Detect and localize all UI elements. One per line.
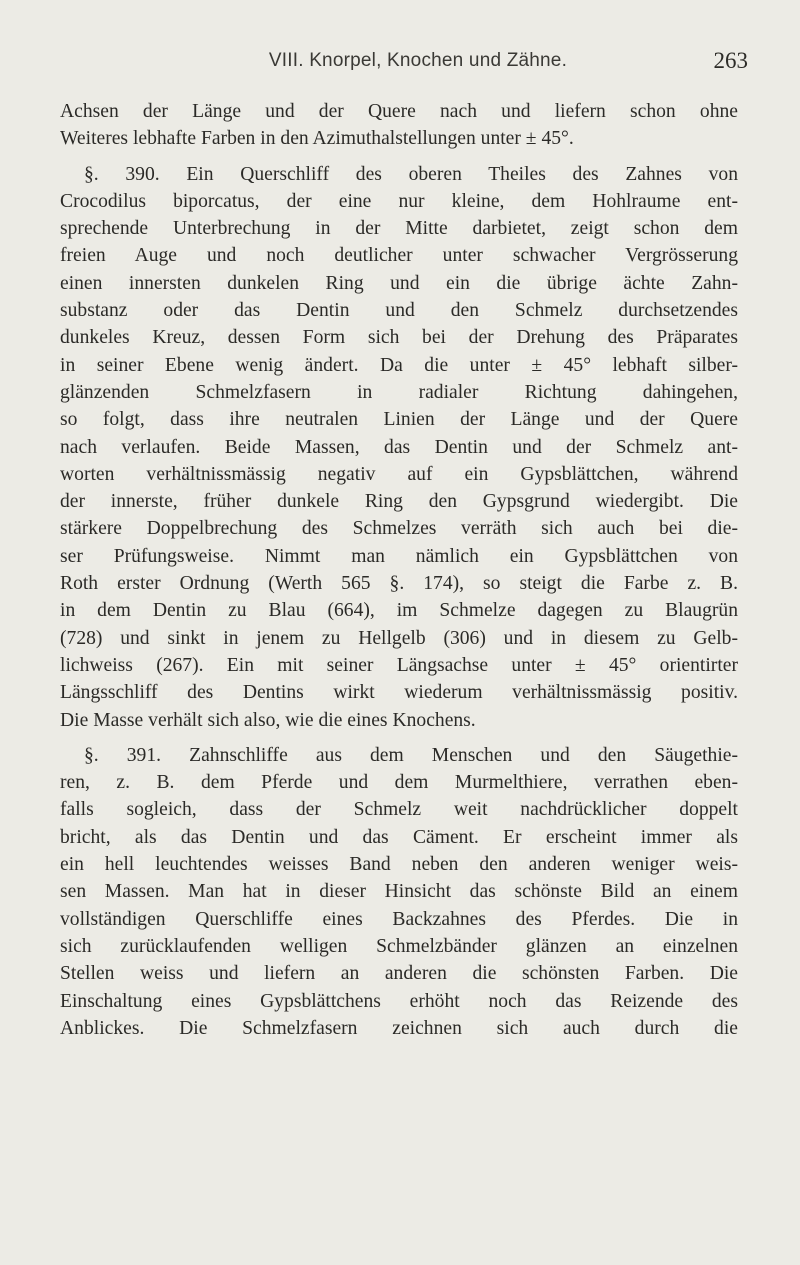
text-line: §. 391. Zahnschliffe aus dem Menschen und den Säugethie- — [84, 744, 738, 766]
paragraph-section-390 — [60, 161, 738, 734]
page-number: 263 — [713, 48, 748, 73]
text-line: einen innersten dunkelen Ring und ein die übrige ächte Zahn- — [60, 272, 738, 294]
text-line: in seiner Ebene wenig ändert. Da die unter ± 45° lebhaft silber- — [60, 354, 738, 376]
text-line: lichweiss (267). Ein mit seiner Längsachse unter ± 45° orientirter — [60, 654, 738, 676]
text-line: vollständigen Querschliffe eines Backzahnes des Pferdes. Die in — [60, 908, 738, 930]
text-line: Crocodilus biporcatus, der eine nur kleine, dem Hohlraume ent- — [60, 190, 738, 212]
text-line: in dem Dentin zu Blau (664), im Schmelze dagegen zu Blaugrün — [60, 600, 738, 622]
text-line: worten verhältnissmässig negativ auf ein Gypsblättchen, während — [60, 463, 738, 485]
text-line: (728) und sinkt in jenem zu Hellgelb (306) und in diesem zu Gelb- — [60, 627, 738, 649]
paragraph-section-391 — [60, 742, 738, 1042]
text-line: der innerste, früher dunkele Ring den Gypsgrund wiedergibt. Die — [60, 491, 738, 513]
text-line: ren, z. B. dem Pferde und dem Murmelthiere, verrathen eben- — [60, 772, 738, 794]
text-line: sich zurücklaufenden welligen Schmelzbänder glänzen an einzelnen — [60, 935, 738, 957]
text-line: nach verlaufen. Beide Massen, das Dentin und der Schmelz ant- — [60, 436, 738, 458]
paragraph-continuation — [60, 98, 738, 153]
text-line: sprechende Unterbrechung in der Mitte darbietet, zeigt schon dem — [60, 218, 738, 240]
text-line: §. 390. Ein Querschliff des oberen Theiles des Zahnes von — [84, 163, 738, 185]
text-line: sen Massen. Man hat in dieser Hinsicht das schönste Bild an einem — [60, 881, 738, 903]
text-line: Roth erster Ordnung (Werth 565 §. 174), so steigt die Farbe z. B. — [60, 573, 738, 595]
text-line: Weiteres lebhafte Farben in den Azimuthalstellungen unter ± 45°. — [60, 128, 574, 150]
text-line: substanz oder das Dentin und den Schmelz durchsetzendes — [60, 300, 738, 322]
text-line: freien Auge und noch deutlicher unter schwacher Vergrösserung — [60, 245, 738, 267]
text-line: falls sogleich, dass der Schmelz weit nachdrücklicher doppelt — [60, 799, 738, 821]
text-line: Stellen weiss und liefern an anderen die schönsten Farben. Die — [60, 963, 738, 985]
text-line: so folgt, dass ihre neutralen Linien der Länge und der Quere — [60, 409, 738, 431]
text-line: ein hell leuchtendes weisses Band neben den anderen weniger weis- — [60, 854, 738, 876]
text-line: stärkere Doppelbrechung des Schmelzes verräth sich auch bei die- — [60, 518, 738, 540]
text-line: ser Prüfungsweise. Nimmt man nämlich ein Gypsblättchen von — [60, 545, 738, 567]
body-text — [60, 98, 738, 1042]
text-line: dunkeles Kreuz, dessen Form sich bei der Drehung des Präparates — [60, 327, 738, 349]
text-line: Die Masse verhält sich also, wie die eines Knochens. — [60, 709, 476, 731]
page-header — [60, 48, 776, 82]
text-line: Einschaltung eines Gypsblättchens erhöht noch das Reizende des — [60, 990, 738, 1012]
text-line: Achsen der Länge und der Quere nach und liefern schon ohne — [60, 101, 738, 122]
text-line: bricht, als das Dentin und das Cäment. Er erscheint immer als — [60, 826, 738, 848]
text-line: glänzenden Schmelzfasern in radialer Richtung dahingehen, — [60, 381, 738, 403]
text-line: Anblickes. Die Schmelzfasern zeichnen sich auch durch die — [60, 1017, 738, 1039]
running-head: VIII. Knorpel, Knochen und Zähne. — [268, 50, 568, 71]
text-line: Längsschliff des Dentins wirkt wiederum verhältnissmässig positiv. — [60, 682, 738, 704]
